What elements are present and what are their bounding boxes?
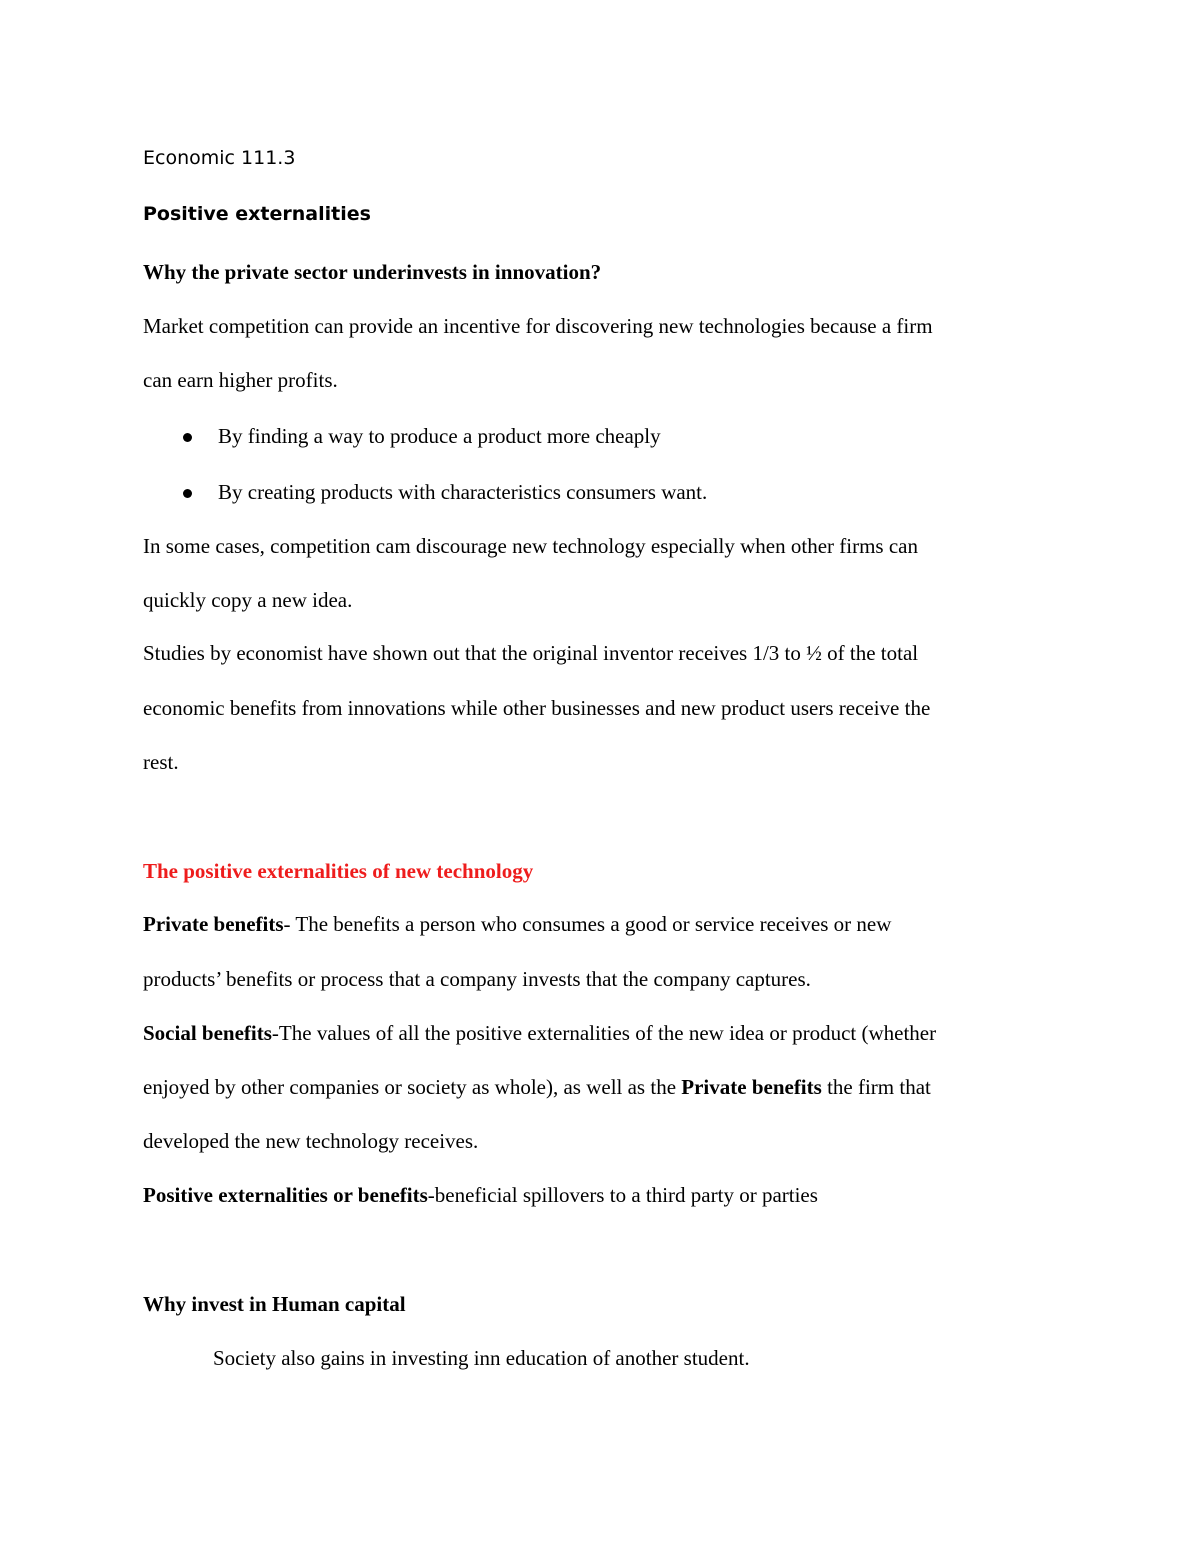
paragraph-line: can earn higher profits. xyxy=(143,368,338,392)
definition-private-benefits xyxy=(143,911,891,937)
bold-term: Private benefits xyxy=(681,1075,822,1099)
definition-term: Social benefits xyxy=(143,1021,272,1045)
paragraph-line xyxy=(143,1074,931,1100)
bullet-icon xyxy=(183,489,192,498)
paragraph-line: products’ benefits or process that a company invests that the company captures. xyxy=(143,967,811,991)
list-item: By creating products with characteristics consumers want. xyxy=(218,480,708,504)
definition-positive-externalities xyxy=(143,1182,818,1208)
definition-term: Positive externalities or benefits xyxy=(143,1183,428,1207)
human-capital-heading: Why invest in Human capital xyxy=(143,1292,406,1316)
definition-term: Private benefits xyxy=(143,912,284,936)
topic-title: Positive externalities xyxy=(143,203,371,225)
list-item: By finding a way to produce a product more cheaply xyxy=(218,424,661,448)
paragraph-line: developed the new technology receives. xyxy=(143,1129,479,1153)
paragraph-line: rest. xyxy=(143,750,179,774)
definition-text: - The benefits a person who consumes a good or service receives or new xyxy=(283,912,892,936)
paragraph-line: Society also gains in investing inn education of another student. xyxy=(213,1346,750,1370)
course-title: Economic 111.3 xyxy=(143,147,296,169)
section-heading: The positive externalities of new technology xyxy=(143,859,534,883)
question-heading: Why the private sector underinvests in innovation? xyxy=(143,260,602,284)
bullet-icon xyxy=(183,433,192,442)
definition-text: -beneficial spillovers to a third party or parties xyxy=(427,1183,818,1207)
paragraph-line: economic benefits from innovations while other businesses and new product users receive the xyxy=(143,696,931,720)
definition-text: -The values of all the positive externalities of the new idea or product (whether xyxy=(271,1021,937,1045)
text-span: the firm that xyxy=(821,1075,931,1099)
paragraph-line: Market competition can provide an incentive for discovering new technologies because a firm xyxy=(143,314,933,338)
paragraph-line: quickly copy a new idea. xyxy=(143,588,353,612)
definition-social-benefits xyxy=(143,1020,936,1046)
paragraph-line: In some cases, competition cam discourage new technology especially when other firms can xyxy=(143,534,918,558)
paragraph-line: Studies by economist have shown out that the original inventor receives 1/3 to ½ of the total xyxy=(143,641,919,665)
text-span: enjoyed by other companies or society as whole), as well as the xyxy=(143,1075,682,1099)
